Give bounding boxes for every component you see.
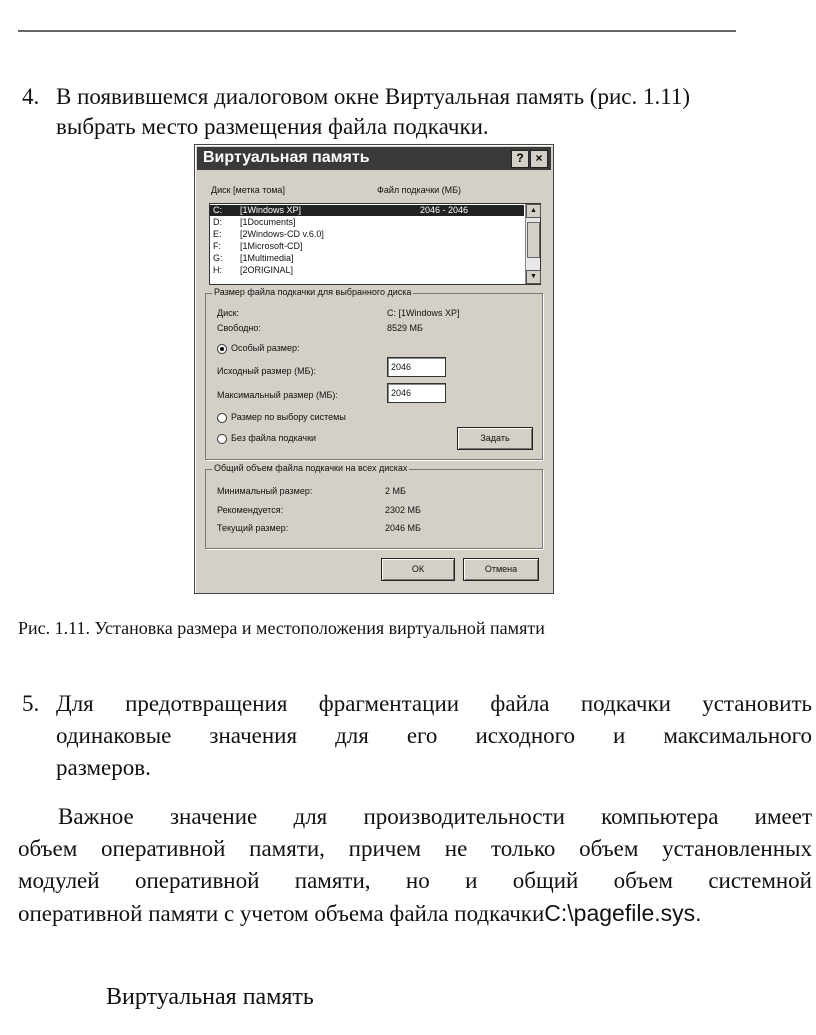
figure-caption: Рис. 1.11. Установка размера и местоположения виртуальной памяти bbox=[18, 618, 545, 638]
no-pagefile-radio[interactable] bbox=[217, 434, 227, 444]
top-rule bbox=[18, 30, 736, 32]
scroll-up-icon[interactable]: ▲ bbox=[526, 204, 541, 218]
step-4-line-1: В появившемся диалоговом окне Виртуальная память (рис. 1.11) bbox=[56, 84, 691, 109]
drive-label: [1Microsoft-CD] bbox=[240, 241, 303, 251]
max-size-label: Максимальный размер (МБ): bbox=[217, 390, 338, 400]
current-size-label: Текущий размер: bbox=[217, 523, 289, 533]
pagefile-path: C:\pagefile.sys. bbox=[544, 900, 702, 926]
drive-label: [1Windows XP] bbox=[240, 205, 302, 215]
drive-letter: H: bbox=[213, 265, 222, 275]
min-size-value: 2 МБ bbox=[385, 486, 406, 496]
drive-row[interactable] bbox=[210, 265, 524, 276]
step-5-line-3: размеров. bbox=[56, 755, 151, 780]
paragraph-line-1: Важное значение для производительности компьютера имеет bbox=[58, 804, 812, 829]
ok-button[interactable]: ОК bbox=[381, 558, 455, 581]
paragraph-line-4 bbox=[18, 898, 702, 929]
close-button[interactable]: × bbox=[530, 150, 548, 168]
scroll-thumb[interactable] bbox=[527, 222, 540, 258]
drive-row[interactable] bbox=[210, 241, 524, 252]
step-5-number: 5. bbox=[22, 691, 40, 716]
body-paragraph bbox=[18, 802, 814, 932]
drive-label: [2ORIGINAL] bbox=[240, 265, 294, 275]
system-managed-radio[interactable] bbox=[217, 413, 227, 423]
min-size-label: Минимальный размер: bbox=[217, 486, 313, 496]
current-size-value: 2046 МБ bbox=[385, 523, 421, 533]
drive-list-scrollbar[interactable] bbox=[525, 204, 540, 284]
drive-letter: C: bbox=[213, 205, 222, 215]
drive-row[interactable] bbox=[210, 205, 524, 216]
custom-size-radio[interactable] bbox=[217, 344, 227, 354]
max-size-input[interactable]: 2046 bbox=[387, 383, 446, 403]
virtual-memory-dialog bbox=[194, 144, 554, 594]
recommended-label: Рекомендуется: bbox=[217, 505, 284, 515]
drive-label: [2Windows-CD v.6.0] bbox=[240, 229, 324, 239]
section-heading: Виртуальная память bbox=[106, 984, 314, 1010]
set-button[interactable]: Задать bbox=[457, 427, 533, 450]
drive-row[interactable] bbox=[210, 217, 524, 228]
total-pagefile-group-label: Общий объем файла подкачки на всех дисках bbox=[214, 463, 408, 473]
initial-size-label: Исходный размер (МБ): bbox=[217, 366, 317, 376]
disk-value: C: [1Windows XP] bbox=[387, 308, 460, 318]
drive-list[interactable] bbox=[209, 203, 541, 285]
list-header-pagefile: Файл подкачки (МБ) bbox=[377, 185, 462, 195]
free-label: Свободно: bbox=[217, 323, 261, 333]
pagefile-size-group-label: Размер файла подкачки для выбранного диска bbox=[214, 287, 412, 297]
drive-row[interactable] bbox=[210, 229, 524, 240]
custom-size-label: Особый размер: bbox=[231, 343, 300, 353]
cancel-button[interactable]: Отмена bbox=[463, 558, 539, 581]
step-5 bbox=[22, 689, 816, 789]
disk-label: Диск: bbox=[217, 308, 240, 318]
dialog-titlebar bbox=[197, 147, 551, 170]
scroll-down-icon[interactable]: ▼ bbox=[526, 270, 541, 284]
recommended-value: 2302 МБ bbox=[385, 505, 421, 515]
drive-row[interactable] bbox=[210, 253, 524, 264]
list-header-drive: Диск [метка тома] bbox=[211, 185, 285, 195]
paragraph-line-3: модулей оперативной памяти, но и общий объем системной bbox=[18, 868, 812, 893]
initial-size-input[interactable]: 2046 bbox=[387, 357, 446, 377]
drive-label: [1Documents] bbox=[240, 217, 296, 227]
system-managed-label: Размер по выбору системы bbox=[231, 412, 346, 422]
no-pagefile-label: Без файла подкачки bbox=[231, 433, 317, 443]
drive-letter: E: bbox=[213, 229, 222, 239]
step-5-line-2: одинаковые значения для его исходного и максимального bbox=[56, 723, 812, 748]
step-4-number: 4. bbox=[22, 84, 40, 109]
dialog-title: Виртуальная память bbox=[203, 149, 370, 166]
paragraph-line-4-text: оперативной памяти с учетом объема файла подкачки bbox=[18, 901, 545, 926]
drive-letter: D: bbox=[213, 217, 222, 227]
step-5-line-1: Для предотвращения фрагментации файла подкачки установить bbox=[56, 691, 812, 716]
drive-pagefile-size: 2046 - 2046 bbox=[420, 205, 469, 215]
free-value: 8529 МБ bbox=[387, 323, 423, 333]
drive-letter: G: bbox=[213, 253, 223, 263]
help-button[interactable]: ? bbox=[511, 150, 529, 168]
step-4-line-2: выбрать место размещения файла подкачки. bbox=[56, 114, 489, 139]
drive-letter: F: bbox=[213, 241, 221, 251]
paragraph-line-2: объем оперативной памяти, причем не только объем установленных bbox=[18, 836, 812, 861]
drive-label: [1Multimedia] bbox=[240, 253, 294, 263]
